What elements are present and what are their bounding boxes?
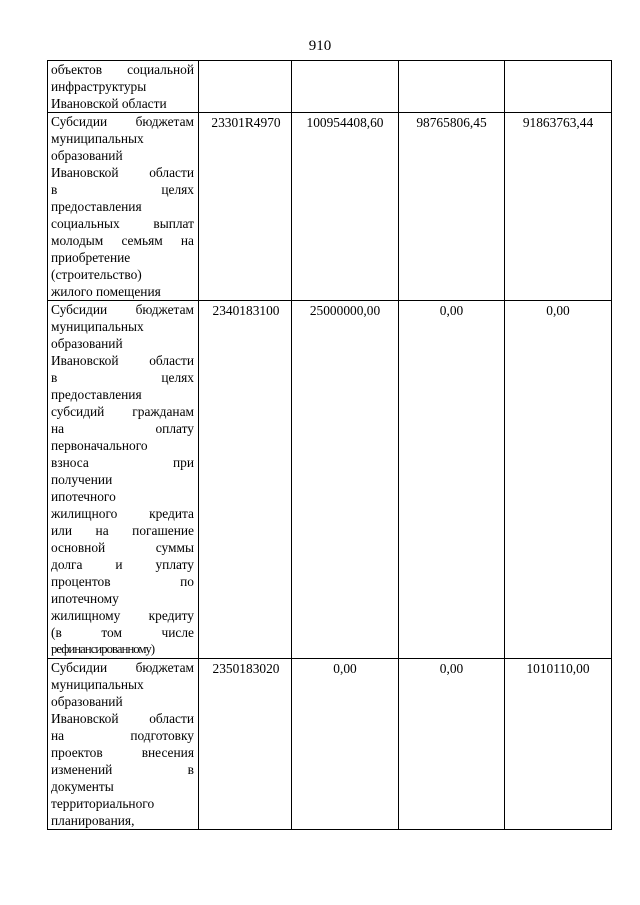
item-name-word: социальных (51, 216, 120, 231)
item-name-line (51, 539, 194, 556)
item-name-word: приобретение (51, 250, 131, 265)
item-name-word: образований (51, 336, 123, 351)
item-name-line (51, 693, 194, 710)
item-name-word: области (149, 711, 194, 726)
item-name-word: проектов (51, 745, 103, 760)
item-name-line (51, 130, 194, 147)
item-name-word: ипотечному (51, 591, 119, 606)
item-name-line (51, 403, 194, 420)
item-name-line (51, 113, 194, 130)
item-name-line (51, 573, 194, 590)
item-name-word: (строительство) (51, 267, 142, 282)
item-name-word: объектов (51, 62, 103, 77)
item-name-word: том (101, 625, 122, 640)
amount-year-3: 0,00 (505, 301, 612, 659)
item-name-word: целях (161, 182, 194, 197)
amount-year-1: 25000000,00 (292, 301, 399, 659)
item-name-word: субсидий (51, 404, 105, 419)
item-name-line (51, 181, 194, 198)
item-name-word: выплат (153, 216, 194, 231)
item-name-word: и (115, 557, 123, 572)
item-name-line (51, 420, 194, 437)
item-name-line (51, 727, 194, 744)
item-name-line (51, 61, 194, 78)
item-name-word: кредита (149, 506, 194, 521)
table-row (48, 659, 612, 830)
item-name-line (51, 335, 194, 352)
item-name-line (51, 471, 194, 488)
item-name-line (51, 454, 194, 471)
item-name-word: Ивановской (51, 711, 119, 726)
item-name-word: Субсидии (51, 302, 108, 317)
item-name-line (51, 369, 194, 386)
target-article-code: 23301R4970 (199, 113, 292, 301)
item-name-line (51, 232, 194, 249)
table-row (48, 113, 612, 301)
item-name-word: Субсидии (51, 114, 108, 129)
item-name-word: документы (51, 779, 114, 794)
item-name-line (51, 590, 194, 607)
item-name-word: погашение (132, 523, 194, 538)
item-name-word: Ивановской (51, 353, 119, 368)
item-name-line (51, 710, 194, 727)
item-name-word: планирования, (51, 813, 135, 828)
item-name-word: Ивановской (51, 165, 119, 180)
item-name-line (51, 505, 194, 522)
amount-year-2 (399, 61, 505, 113)
item-name-word: Субсидии (51, 660, 108, 675)
table-row (48, 61, 612, 113)
item-name-word: области (149, 353, 194, 368)
target-article-code (199, 61, 292, 113)
item-name-word: семьям (121, 233, 163, 248)
item-name-word: предоставления (51, 387, 142, 402)
item-name-word: в (51, 182, 58, 197)
item-name-word: уплату (155, 557, 194, 572)
item-name-word: в (187, 762, 194, 777)
item-name-cell (48, 301, 199, 659)
amount-year-1: 0,00 (292, 659, 399, 830)
item-name-line (51, 676, 194, 693)
item-name-line (51, 607, 194, 624)
item-name-line (51, 283, 194, 300)
item-name-word: ипотечного (51, 489, 116, 504)
item-name-line (51, 795, 194, 812)
amount-year-2: 0,00 (399, 659, 505, 830)
item-name-line (51, 318, 194, 335)
amount-year-3: 91863763,44 (505, 113, 612, 301)
item-name-word: муниципальных (51, 319, 144, 334)
item-name-cell (48, 113, 199, 301)
item-name-word: гражданам (132, 404, 194, 419)
item-name-line (51, 147, 194, 164)
item-name-line (51, 744, 194, 761)
item-name-word: молодым (51, 233, 104, 248)
item-name-word: социальной (127, 62, 194, 77)
item-name-line (51, 164, 194, 181)
table-row (48, 301, 612, 659)
item-name-word: муниципальных (51, 131, 144, 146)
item-name-word: бюджетам (135, 660, 194, 675)
item-name-word: жилищному (51, 608, 121, 623)
amount-year-3 (505, 61, 612, 113)
item-name-word: бюджетам (135, 114, 194, 129)
item-name-word: жилого помещения (51, 284, 161, 299)
item-name-line (51, 78, 194, 95)
item-name-line (51, 522, 194, 539)
item-name-word: кредиту (148, 608, 194, 623)
item-name-line (51, 352, 194, 369)
item-name-word: (в (51, 625, 62, 640)
item-name-word: процентов (51, 574, 111, 589)
item-name-line (51, 761, 194, 778)
table-body (48, 61, 612, 830)
item-name-word: на (51, 421, 65, 436)
item-name-line (51, 95, 194, 112)
item-name-word: оплату (155, 421, 194, 436)
item-name-word: на (95, 523, 109, 538)
item-name-word: территориального (51, 796, 155, 811)
item-name-word: числе (161, 625, 194, 640)
item-name-line (51, 249, 194, 266)
item-name-word: образований (51, 694, 123, 709)
item-name-word: долга (51, 557, 83, 572)
item-name-word: первоначального (51, 438, 148, 453)
item-name-word: подготовку (130, 728, 194, 743)
amount-year-2: 98765806,45 (399, 113, 505, 301)
item-name-word: при (172, 455, 194, 470)
item-name-word: целях (161, 370, 194, 385)
item-name-line (51, 624, 194, 641)
item-name-line (51, 488, 194, 505)
page-number: 910 (308, 38, 332, 54)
item-name-line (51, 198, 194, 215)
item-name-line (51, 386, 194, 403)
item-name-line (51, 659, 194, 676)
item-name-word: суммы (155, 540, 194, 555)
amount-year-1 (292, 61, 399, 113)
item-name-word: внесения (141, 745, 194, 760)
amount-year-2: 0,00 (399, 301, 505, 659)
item-name-word: предоставления (51, 199, 142, 214)
item-name-line (51, 301, 194, 318)
item-name-word: жилищного (51, 506, 118, 521)
item-name-word: рефинансированному) (51, 642, 155, 656)
item-name-line (51, 641, 194, 658)
amount-year-3: 1010110,00 (505, 659, 612, 830)
target-article-code: 2350183020 (199, 659, 292, 830)
item-name-word: получении (51, 472, 113, 487)
item-name-word: изменений (51, 762, 113, 777)
item-name-line (51, 812, 194, 829)
item-name-word: на (180, 233, 194, 248)
item-name-word: Ивановской области (51, 96, 167, 111)
item-name-word: бюджетам (135, 302, 194, 317)
item-name-word: основной (51, 540, 106, 555)
amount-year-1: 100954408,60 (292, 113, 399, 301)
item-name-word: муниципальных (51, 677, 144, 692)
item-name-cell (48, 659, 199, 830)
item-name-word: или (51, 523, 73, 538)
item-name-line (51, 556, 194, 573)
target-article-code: 2340183100 (199, 301, 292, 659)
item-name-word: инфраструктуры (51, 79, 147, 94)
item-name-line (51, 266, 194, 283)
item-name-word: на (51, 728, 65, 743)
item-name-word: образований (51, 148, 123, 163)
item-name-line (51, 437, 194, 454)
item-name-line (51, 778, 194, 795)
item-name-cell (48, 61, 199, 113)
budget-table (47, 60, 612, 830)
item-name-line (51, 215, 194, 232)
item-name-word: по (180, 574, 194, 589)
item-name-word: области (149, 165, 194, 180)
item-name-word: взноса (51, 455, 89, 470)
item-name-word: в (51, 370, 58, 385)
